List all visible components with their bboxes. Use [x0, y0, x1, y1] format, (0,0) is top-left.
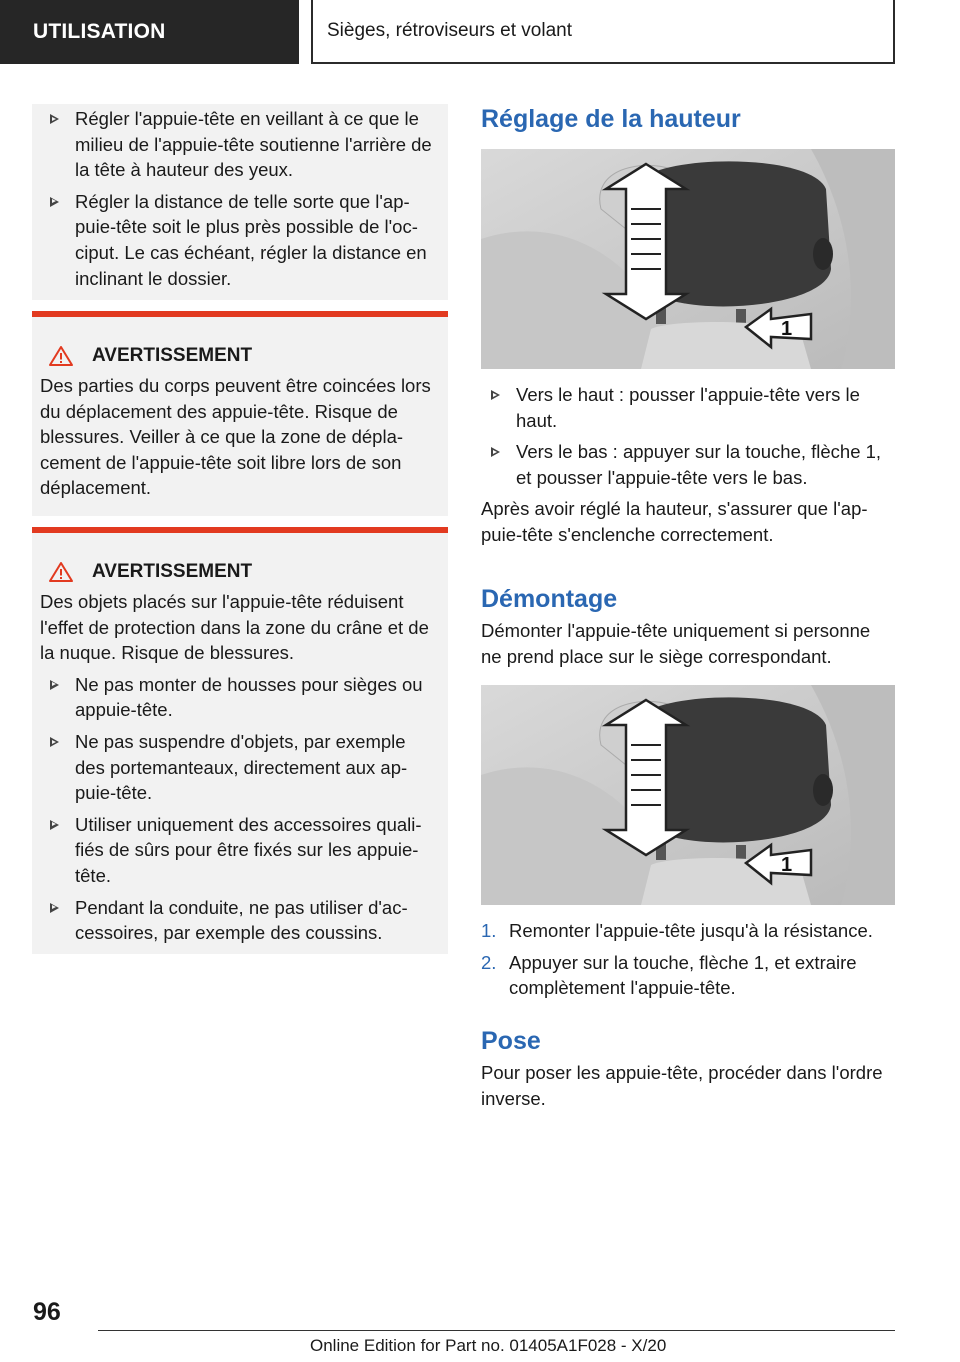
- page-number: 96: [33, 1298, 61, 1326]
- warning-title: AVERTISSEMENT: [40, 557, 440, 587]
- paragraph: Après avoir réglé la hauteur, s'assurer que l'ap-puie-tête s'enclenche correctement.: [481, 498, 868, 545]
- chapter-title: Sièges, rétroviseurs et volant: [327, 20, 573, 41]
- callout-label: 1: [781, 318, 793, 340]
- warning-triangle-icon: [48, 345, 74, 367]
- list-item: Vers le haut : pousser l'appuie-tête vers le haut.: [481, 382, 895, 433]
- step-number: 1.: [481, 920, 497, 941]
- bullet-triangle-icon: [491, 447, 500, 457]
- section-height: [481, 104, 895, 134]
- section-heading: Pose: [481, 1027, 541, 1055]
- list-item: Régler l'appuie-tête en veillant à ce que le milieu de l'appuie-tête soutienne l'arrière de la tête à hauteur des yeux.: [40, 106, 440, 183]
- bullet-triangle-icon: [50, 903, 59, 913]
- headrest-height-illustration: [481, 149, 895, 369]
- paragraph: Démonter l'appuie-tête uniquement si personne ne prend place sur le siège correspondant.: [481, 620, 871, 667]
- list-item: Régler la distance de telle sorte que l'ap-puie-tête soit le plus près possible de l'oc-ciput. Le cas échéant, régler la distance en inclinant le dossier.: [40, 189, 440, 291]
- paragraph: Pour poser les appuie-tête, procéder dans l'ordre inverse.: [481, 1062, 883, 1109]
- warning-text: Des parties du corps peuvent être coincées lors du déplacement des appuie-tête. Risque de blessures. Veiller à ce que la zone de dépla-cement de l'appuie-tête soit libre lors de son déplacement.: [40, 375, 431, 499]
- list-item: Ne pas suspendre d'objets, par exemple des portemanteaux, directement aux ap-puie-tête.: [40, 729, 440, 806]
- bullet-triangle-icon: [50, 737, 59, 747]
- section-tab[interactable]: [0, 0, 299, 64]
- bullet-triangle-icon: [50, 680, 59, 690]
- list-item: Pendant la conduite, ne pas utiliser d'ac-cessoires, par exemple des coussins.: [40, 895, 440, 946]
- footer-divider: [98, 1330, 895, 1331]
- section-removal: [481, 584, 895, 669]
- section-height-body: [481, 382, 895, 548]
- warning-title: AVERTISSEMENT: [40, 341, 440, 371]
- list-item: Ne pas monter de housses pour sièges ou appuie-tête.: [40, 672, 440, 723]
- list-item: Utiliser uniquement des accessoires quali-fiés de sûrs pour être fixés sur les appuie-tête.: [40, 812, 440, 889]
- removal-steps: [481, 918, 895, 1007]
- section-label: UTILISATION: [33, 20, 166, 43]
- bullet-triangle-icon: [50, 197, 59, 207]
- intro-box: [32, 104, 448, 300]
- warning-box: [32, 311, 448, 516]
- list-item: 1. Remonter l'appuie-tête jusqu'à la résistance.: [481, 918, 895, 944]
- section-heading: Démontage: [481, 585, 618, 613]
- list-item: 2. Appuyer sur la touche, flèche 1, et extraire complètement l'appuie-tête.: [481, 951, 857, 999]
- headrest-removal-illustration: [481, 685, 895, 905]
- warning-triangle-icon: [48, 561, 74, 583]
- callout-label: 1: [781, 854, 793, 876]
- bullet-triangle-icon: [50, 820, 59, 830]
- step-number: 2.: [481, 951, 497, 973]
- warning-text: Des objets placés sur l'appuie-tête réduisent l'effet de protection dans la zone du crâne et de la nuque. Risque de blessures.: [40, 591, 429, 664]
- warning-box: [32, 527, 448, 954]
- list-item: Vers le bas : appuyer sur la touche, flèche 1, et pousser l'appuie-tête vers le bas.: [481, 439, 895, 490]
- bullet-triangle-icon: [491, 390, 500, 400]
- chapter-header: [311, 0, 895, 64]
- section-heading: Réglage de la hauteur: [481, 105, 741, 133]
- footer-edition: Online Edition for Part no. 01405A1F028 - X/20: [310, 1336, 667, 1355]
- bullet-triangle-icon: [50, 114, 59, 124]
- section-installation: [481, 1026, 895, 1111]
